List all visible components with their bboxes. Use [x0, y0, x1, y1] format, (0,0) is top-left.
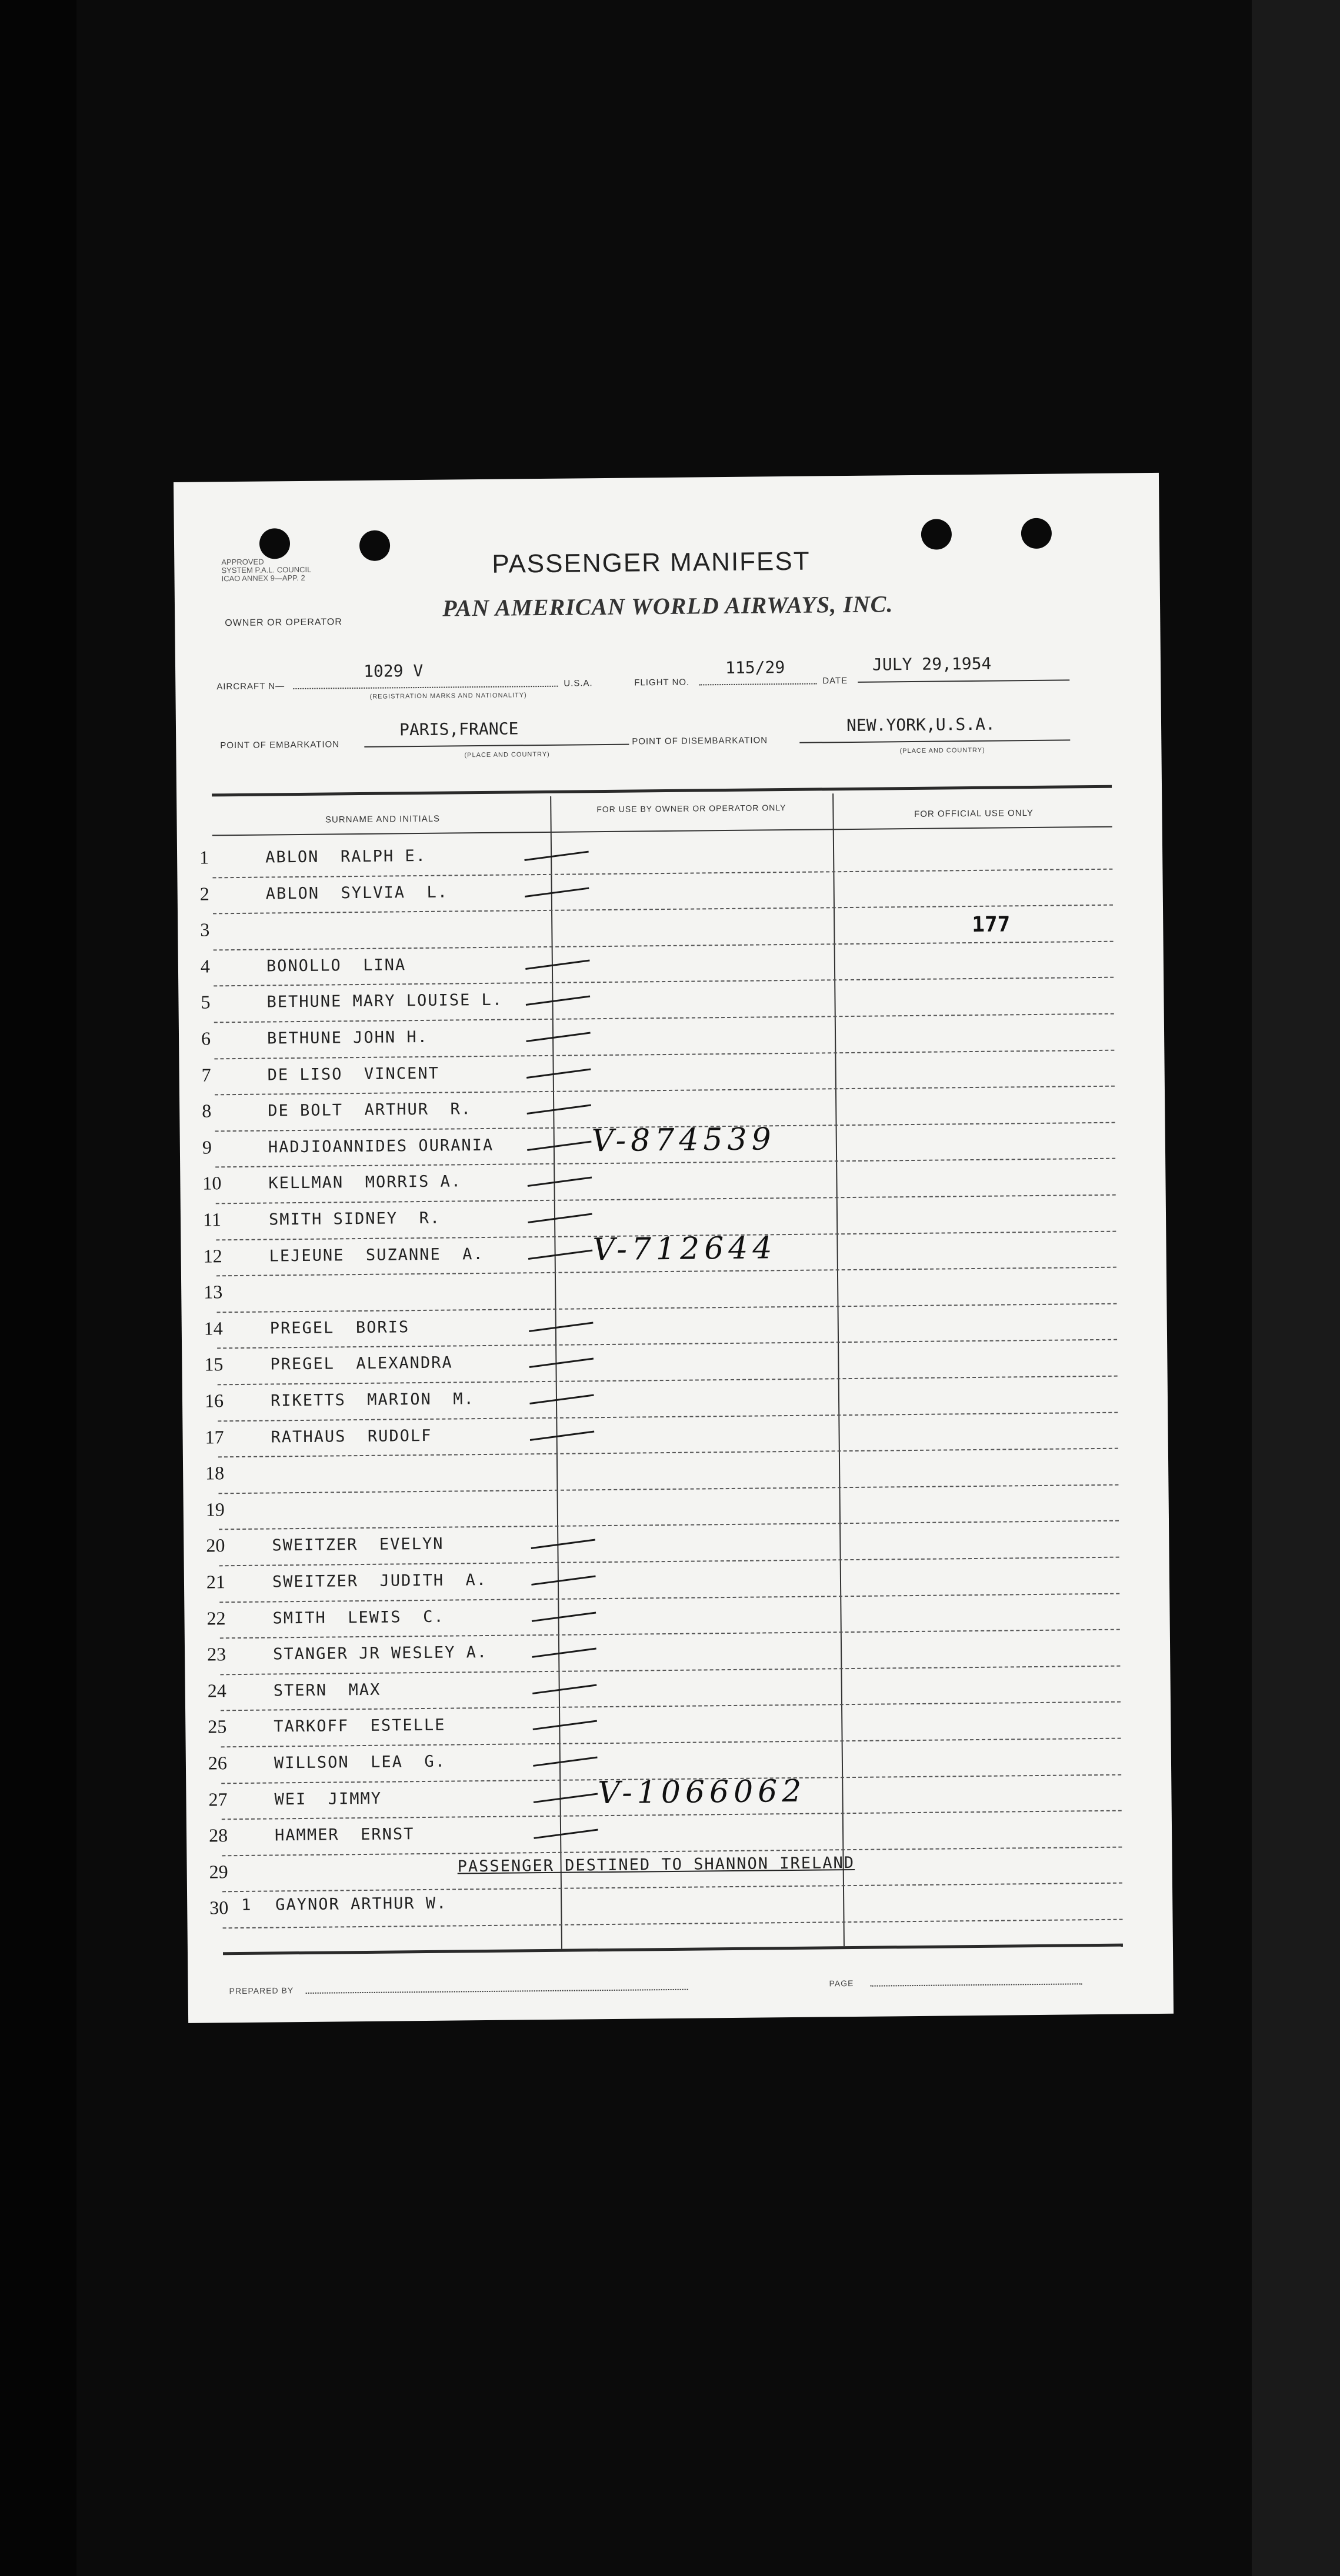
- check-mark: [526, 1032, 590, 1042]
- passenger-name: BETHUNE MARY LOUISE L.: [266, 991, 504, 1012]
- check-mark: [526, 996, 590, 1006]
- shannon-note: PASSENGER DESTINED TO SHANNON IRELAND: [457, 1853, 855, 1876]
- passenger-name: DE BOLT ARTHUR R.: [268, 1100, 472, 1120]
- row-number: 19: [205, 1499, 225, 1520]
- check-mark: [528, 1213, 592, 1223]
- embark-place-sublabel: (PLACE AND COUNTRY): [464, 750, 550, 759]
- passenger-name: ABLON RALPH E.: [265, 846, 427, 867]
- passenger-name: BETHUNE JOHN H.: [266, 1027, 429, 1048]
- row-number: 7: [201, 1064, 211, 1086]
- extra-passenger-name: GAYNOR ARTHUR W.: [275, 1894, 448, 1914]
- flight-line: [699, 683, 816, 686]
- row-number: 27: [208, 1788, 228, 1810]
- scan-border-left: [0, 0, 76, 2576]
- row-divider: [212, 868, 1112, 878]
- row-number: 26: [208, 1752, 228, 1774]
- disembark-value: NEW.YORK,U.S.A.: [846, 714, 996, 736]
- row-divider: [220, 1665, 1120, 1675]
- official-stamp-number: 177: [972, 912, 1011, 937]
- row-number: 23: [206, 1643, 226, 1665]
- row-divider: [215, 1086, 1115, 1096]
- passenger-name: HADJIOANNIDES OURANIA: [268, 1136, 494, 1157]
- row-divider: [219, 1593, 1119, 1603]
- row-number: 4: [200, 955, 211, 977]
- check-mark: [534, 1793, 598, 1803]
- usa-label: U.S.A.: [564, 678, 593, 689]
- disembark-line: [799, 739, 1070, 743]
- passenger-name: DE LISO VINCENT: [267, 1064, 439, 1085]
- row-divider: [221, 1738, 1121, 1748]
- passenger-name: SMITH SIDNEY R.: [268, 1209, 441, 1229]
- header-underline: [212, 826, 1112, 836]
- scan-border-right: [1252, 0, 1340, 2576]
- row-number: 20: [206, 1534, 225, 1556]
- date-line: [858, 679, 1069, 682]
- embark-value: PARIS,FRANCE: [399, 719, 519, 740]
- row-divider: [214, 1049, 1114, 1059]
- punch-hole: [259, 528, 290, 559]
- extra-passenger-number: 1: [241, 1896, 252, 1915]
- row-number: 17: [205, 1426, 224, 1448]
- passenger-name: RATHAUS RUDOLF: [271, 1426, 432, 1447]
- row-number: 1: [199, 846, 209, 868]
- row-number: 8: [202, 1100, 212, 1122]
- row-number: 9: [202, 1136, 212, 1158]
- row-divider: [217, 1339, 1117, 1349]
- check-mark: [525, 887, 589, 897]
- check-mark: [529, 1322, 593, 1332]
- check-mark: [524, 851, 588, 861]
- row-number: 29: [209, 1861, 228, 1883]
- disembark-place-sublabel: (PLACE AND COUNTRY): [899, 746, 985, 755]
- handwritten-visa-number: V-712644: [592, 1230, 777, 1267]
- flight-value: 115/29: [725, 658, 785, 678]
- row-divider: [214, 977, 1114, 987]
- row-number: 24: [207, 1680, 226, 1701]
- airline-name: PAN AMERICAN WORLD AIRWAYS, INC.: [442, 590, 894, 622]
- row-divider: [223, 1919, 1123, 1929]
- check-mark: [529, 1358, 594, 1368]
- page-label: PAGE: [829, 1978, 854, 1988]
- date-value: JULY 29,1954: [872, 653, 992, 675]
- row-divider: [214, 1013, 1114, 1023]
- row-divider: [220, 1629, 1120, 1639]
- row-number: 30: [209, 1897, 229, 1918]
- column-header-owner: FOR USE BY OWNER OR OPERATOR ONLY: [596, 803, 786, 815]
- passenger-name: SMITH LEWIS C.: [272, 1607, 445, 1628]
- passenger-name: HAMMER ERNST: [274, 1825, 415, 1845]
- check-mark: [527, 1140, 591, 1150]
- approval-line: APPROVED: [221, 557, 264, 567]
- flight-label: FLIGHT NO.: [634, 677, 690, 688]
- row-divider: [222, 1883, 1122, 1893]
- row-number: 15: [204, 1353, 224, 1375]
- check-mark: [530, 1430, 594, 1440]
- row-divider: [222, 1846, 1122, 1856]
- row-number: 25: [208, 1716, 227, 1737]
- embark-line: [364, 744, 629, 748]
- column-header-official: FOR OFFICIAL USE ONLY: [914, 807, 1034, 819]
- check-mark: [529, 1394, 594, 1404]
- passenger-name: STERN MAX: [273, 1680, 381, 1700]
- row-number: 12: [203, 1244, 222, 1267]
- punch-hole: [1021, 518, 1052, 549]
- table-top-rule: [212, 785, 1112, 797]
- row-number: 22: [206, 1607, 226, 1629]
- row-divider: [216, 1267, 1116, 1277]
- column-divider: [832, 793, 845, 1946]
- row-number: 18: [205, 1462, 225, 1484]
- row-number: 10: [202, 1172, 222, 1194]
- row-divider: [215, 1158, 1115, 1168]
- passenger-name: PREGEL BORIS: [269, 1318, 410, 1338]
- check-mark: [532, 1648, 596, 1658]
- passenger-name: WILLSON LEA G.: [274, 1752, 446, 1773]
- passenger-name: SWEITZER JUDITH A.: [272, 1570, 488, 1591]
- disembark-label: POINT OF DISEMBARKATION: [632, 735, 768, 747]
- row-number: 21: [206, 1571, 226, 1593]
- passenger-name: STANGER JR WESLEY A.: [272, 1643, 488, 1664]
- punch-hole: [921, 519, 952, 549]
- check-mark: [531, 1576, 595, 1586]
- table-bottom-rule: [223, 1944, 1123, 1956]
- passenger-name: KELLMAN MORRIS A.: [268, 1172, 462, 1193]
- check-mark: [534, 1829, 598, 1839]
- check-mark: [528, 1249, 592, 1259]
- row-number: 2: [199, 883, 209, 905]
- row-number: 13: [204, 1281, 223, 1303]
- check-mark: [532, 1611, 596, 1621]
- approval-note: [221, 557, 351, 583]
- passenger-name: BONOLLO LINA: [266, 956, 406, 976]
- passenger-name: PREGEL ALEXANDRA: [270, 1353, 453, 1374]
- passenger-name: SWEITZER EVELYN: [272, 1535, 444, 1555]
- date-label: DATE: [822, 676, 848, 686]
- row-number: 11: [202, 1209, 222, 1230]
- row-divider: [222, 1810, 1122, 1820]
- check-mark: [533, 1756, 597, 1766]
- page-title: PASSENGER MANIFEST: [492, 546, 811, 579]
- passenger-name: WEI JIMMY: [274, 1789, 382, 1809]
- row-number: 16: [204, 1390, 224, 1412]
- check-mark: [526, 1068, 591, 1078]
- approval-line: SYSTEM P.A.L. COUNCIL: [221, 565, 312, 575]
- passenger-name: TARKOFF ESTELLE: [274, 1716, 446, 1736]
- prepared-by-label: PREPARED BY: [229, 1986, 294, 1996]
- column-divider: [550, 796, 562, 1949]
- check-mark: [531, 1539, 595, 1549]
- owner-label: OWNER OR OPERATOR: [225, 617, 342, 629]
- row-divider: [218, 1484, 1118, 1494]
- check-mark: [528, 1177, 592, 1187]
- check-mark: [525, 959, 589, 969]
- row-divider: [214, 940, 1114, 950]
- check-mark: [532, 1684, 596, 1694]
- aircraft-label: AIRCRAFT N—: [216, 681, 285, 692]
- column-header-name: SURNAME AND INITIALS: [325, 813, 441, 825]
- manifest-sheet: [174, 473, 1174, 2023]
- row-divider: [219, 1557, 1119, 1567]
- prepared-by-line: [306, 1989, 688, 1994]
- check-mark: [527, 1105, 591, 1115]
- passenger-name: RIKETTS MARION M.: [270, 1390, 475, 1410]
- registration-sublabel: (REGISTRATION MARKS AND NATIONALITY): [369, 692, 527, 700]
- row-number: 3: [200, 919, 210, 940]
- passenger-name: LEJEUNE SUZANNE A.: [269, 1244, 484, 1266]
- row-divider: [221, 1701, 1121, 1711]
- aircraft-value: 1029 V: [363, 660, 424, 681]
- embark-label: POINT OF EMBARKATION: [220, 739, 340, 751]
- row-number: 28: [208, 1824, 228, 1846]
- row-divider: [217, 1303, 1117, 1313]
- passenger-name: ABLON SYLVIA L.: [265, 883, 449, 903]
- row-divider: [216, 1194, 1116, 1204]
- check-mark: [533, 1720, 597, 1730]
- row-divider: [218, 1412, 1118, 1422]
- aircraft-line: [293, 686, 558, 689]
- row-divider: [218, 1376, 1118, 1386]
- handwritten-visa-number: V-874539: [591, 1122, 776, 1159]
- row-divider: [219, 1520, 1119, 1530]
- row-number: 14: [204, 1317, 223, 1339]
- handwritten-visa-number: V-1066062: [598, 1773, 806, 1811]
- row-number: 5: [201, 991, 211, 1013]
- approval-line: ICAO ANNEX 9—APP. 2: [221, 573, 305, 583]
- row-number: 6: [201, 1027, 211, 1049]
- page-line: [871, 1983, 1082, 1986]
- punch-hole: [359, 530, 390, 560]
- row-divider: [218, 1448, 1118, 1458]
